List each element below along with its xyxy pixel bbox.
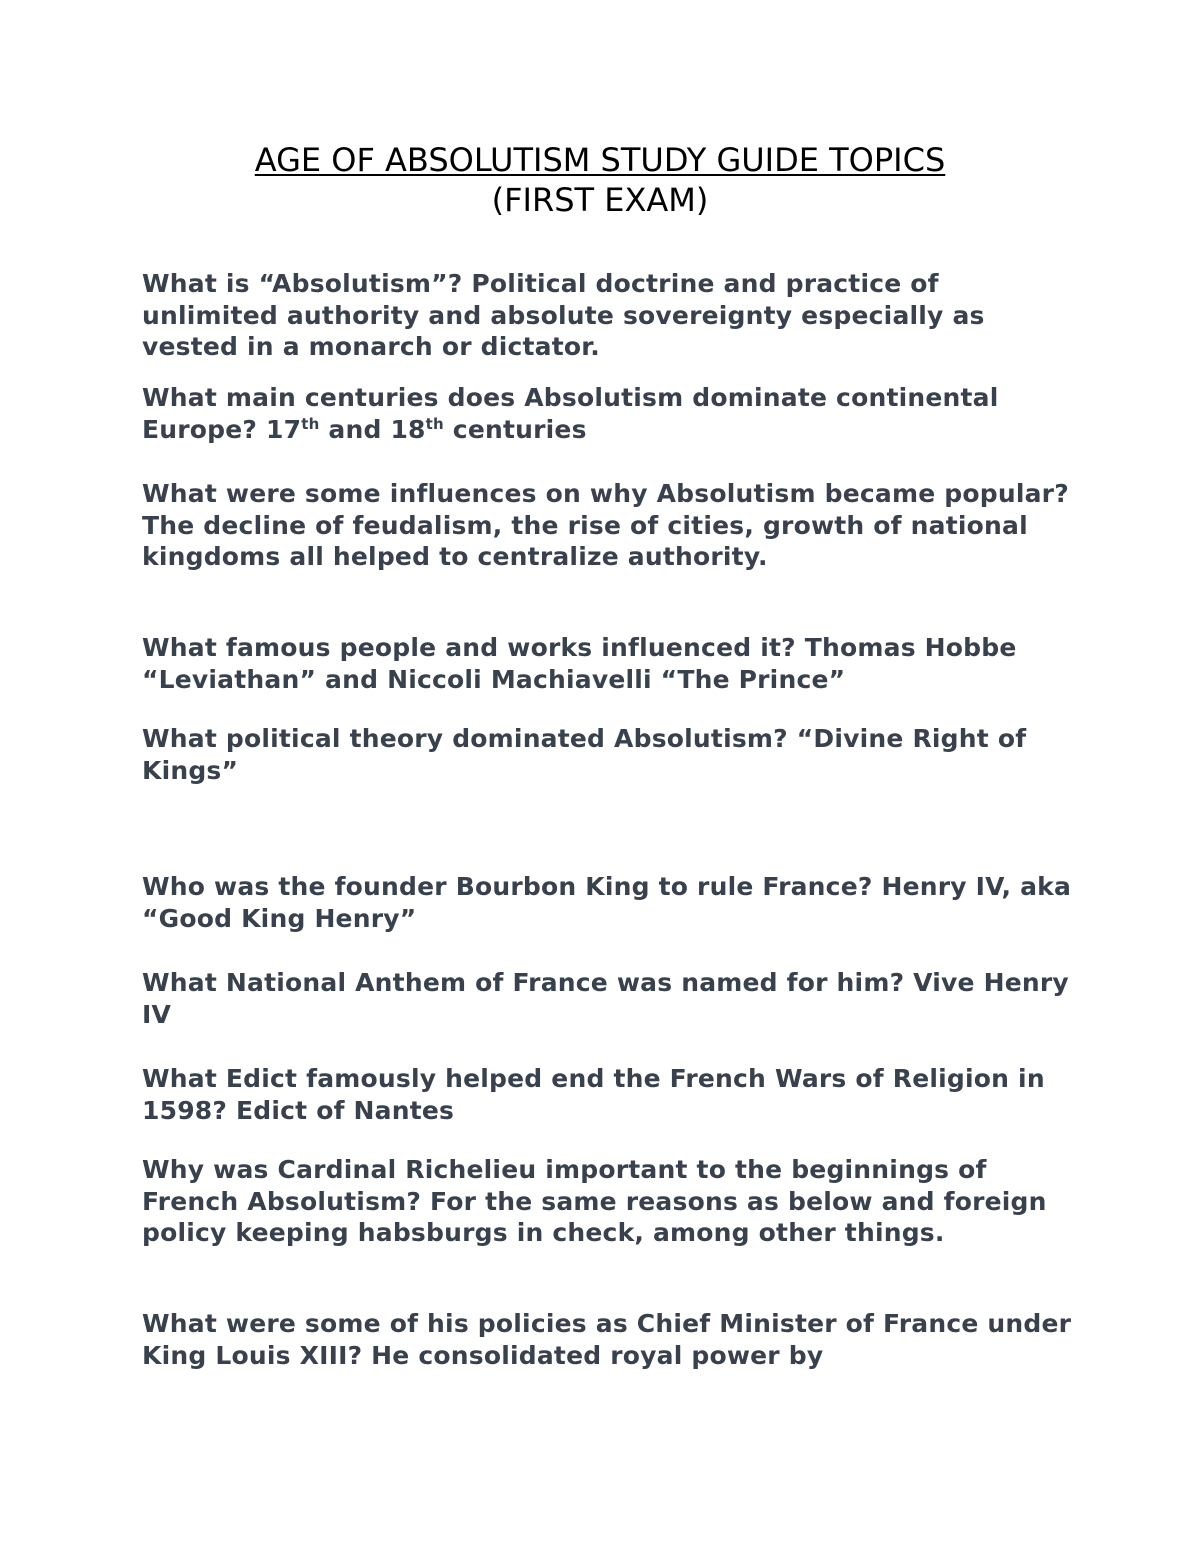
paragraph-edict-of-nantes: What Edict famously helped end the French Wars of Religion in 1598? Edict of Nantes [142,1064,1045,1125]
paragraph-political-theory: What political theory dominated Absolutism? “Divine Right of Kings” [142,724,1027,785]
paragraph-bourbon-king: Who was the founder Bourbon King to rule France? Henry IV, aka “Good King Henry” [142,872,1072,933]
document-title [0,140,1200,220]
paragraph-richelieu-policies: What were some of his policies as Chief Minister of France under King Louis XIII? He consolidated royal power by [142,1309,1072,1370]
paragraph-influences: What were some influences on why Absolutism became popular? The decline of feudalism, the rise of cities, growth of national kingdoms all helped to centralize authority. [142,479,1069,571]
paragraph-richelieu: Why was Cardinal Richelieu important to the beginnings of French Absolutism? For the same reasons as below and foreign policy keeping habsburgs in check, among other things. [142,1155,1047,1247]
paragraph-famous-works: What famous people and works influenced it? Thomas Hobbe “Leviathan” and Niccoli Machiavelli “The Prince” [142,633,1017,694]
paragraph-centuries: What main centuries does Absolutism dominate continental Europe? 17th and 18th centuries [142,383,999,444]
title-line-2: (FIRST EXAM) [491,181,709,219]
paragraph-absolutism-definition: What is “Absolutism”? Political doctrine and practice of unlimited authority and absolute sovereignty especially as vested in a monarch or dictator. [142,269,985,361]
title-line-1: AGE OF ABSOLUTISM STUDY GUIDE TOPICS [254,141,946,179]
paragraph-national-anthem: What National Anthem of France was named for him? Vive Henry IV [142,968,1069,1029]
